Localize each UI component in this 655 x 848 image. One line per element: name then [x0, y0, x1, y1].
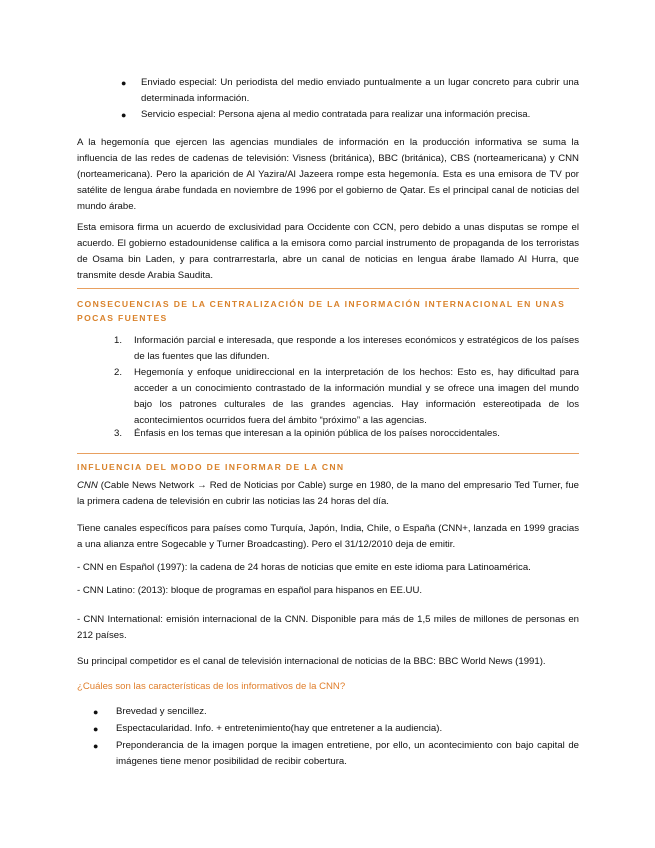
- bullet-dot: ●: [93, 724, 99, 734]
- paragraph-cnn-latino: - CNN Latino: (2013): bloque de programas en español para hispanos en EE.UU.: [77, 585, 423, 596]
- paragraph-cnn-espanol: - CNN en Español (1997): la cadena de 24 horas de noticias que emite en este idioma para Latinoamérica.: [77, 562, 531, 573]
- list-item-informacion-parcial: Información parcial e interesada, que responde a los intereses económicos y estratégicos de los países de las fuentes que las difunden.: [134, 335, 579, 362]
- section-heading-influencia-cnn: INFLUENCIA DEL MODO DE INFORMAR DE LA CNN: [77, 462, 345, 472]
- paragraph-canales: Tiene canales específicos para países como Turquía, Japón, India, Chile, o España (CNN+, lanzada en 1999 gracias a una alianza entre Sogecable y Turner Broadcasting). Pero el 31/12/2010 deja de emitir.: [77, 523, 579, 550]
- section-divider: [77, 453, 579, 454]
- paragraph-competidor: Su principal competidor es el canal de televisión internacional de noticias de la BBC: BBC World News (1991).: [77, 656, 546, 667]
- list-number: 1.: [114, 335, 123, 346]
- list-number: 2.: [114, 367, 123, 378]
- list-item-hegemonia-enfoque: Hegemonía y enfoque unidireccional en la interpretación de los hechos: Esto es, hay dificultad para acceder a un conocimiento contrastado de la información mundial y se ofrece una imagen del mundo bajo los patrones culturales de las grandes agencias. Hay información estereotipada de los acontecimientos ocurridos fuera del ámbito “próximo” a las agencias.: [134, 367, 579, 426]
- paragraph-cnn-international: - CNN International: emisión internacional de la CNN. Disponible para más de 1,5 miles de millones de personas en 212 países.: [77, 614, 579, 641]
- paragraph-hegemonia: A la hegemonía que ejercen las agencias mundiales de información en la producción informativa se suma la influencia de las redes de cadenas de televisión: Visness (británica), BBC (británica), CBS (norteamericana) y CNN (norteamericana). Pero la aparición de Al Yazira/Al Jazeera rompe esta hegemonía. Esta es una emisora de TV por satélite de lengua árabe fundada en noviembre de 1996 por el gobierno de Qatar. Es el principal canal de noticias del mundo árabe.: [77, 137, 579, 212]
- cnn-italic: CNN: [77, 480, 98, 491]
- bullet-text-servicio-especial: Servicio especial: Persona ajena al medio contratada para realizar una información precisa.: [141, 109, 531, 120]
- paragraph-emisora: Esta emisora firma un acuerdo de exclusividad para Occidente con CCN, pero debido a unas disputas se rompe el acuerdo. El gobierno estadounidense califica a la emisora como parcial instrumento de propaganda de los terroristas de Osama bin Laden, y para contrarrestarla, abre un canal de noticias en lengua árabe llamado Al Hurra, que transmite desde Arabia Saudita.: [77, 222, 579, 281]
- paragraph-cnn-origen: [77, 478, 579, 510]
- bullet-text-brevedad: Brevedad y sencillez.: [116, 706, 207, 717]
- bullet-dot: ●: [121, 110, 127, 120]
- bullet-dot: ●: [121, 78, 127, 88]
- bullet-dot: ●: [93, 707, 99, 717]
- bullet-text-enviado-especial: Enviado especial: Un periodista del medio enviado puntualmente a un lugar concreto para cubrir una determinada información.: [141, 77, 579, 104]
- bullet-dot: ●: [93, 741, 99, 751]
- bullet-text-espectacularidad: Espectacularidad. Info. + entretenimiento(hay que entretener a la audiencia).: [116, 723, 443, 734]
- list-number: 3.: [114, 428, 123, 439]
- section-heading-consecuencias: CONSECUENCIAS DE LA CENTRALIZACIÓN DE LA INFORMACIÓN INTERNACIONAL EN UNAS POCAS FUENTES: [77, 299, 566, 323]
- question-heading: ¿Cuáles son las características de los informativos de la CNN?: [77, 681, 346, 692]
- list-item-enfasis: Énfasis en los temas que interesan a la opinión pública de los países noroccidentales.: [134, 428, 500, 439]
- section-divider: [77, 288, 579, 289]
- cnn-origen-text: (Cable News Network → Red de Noticias por Cable) surge en 1980, de la mano del empresario Ted Turner, fue la primera cadena de televisión en cubrir las noticias las 24 horas del día.: [77, 480, 579, 507]
- bullet-text-preponderancia: Preponderancia de la imagen porque la imagen entretiene, por ello, un acontecimiento con bajo capital de imágenes tiene menor posibilidad de recibir cobertura.: [116, 740, 579, 767]
